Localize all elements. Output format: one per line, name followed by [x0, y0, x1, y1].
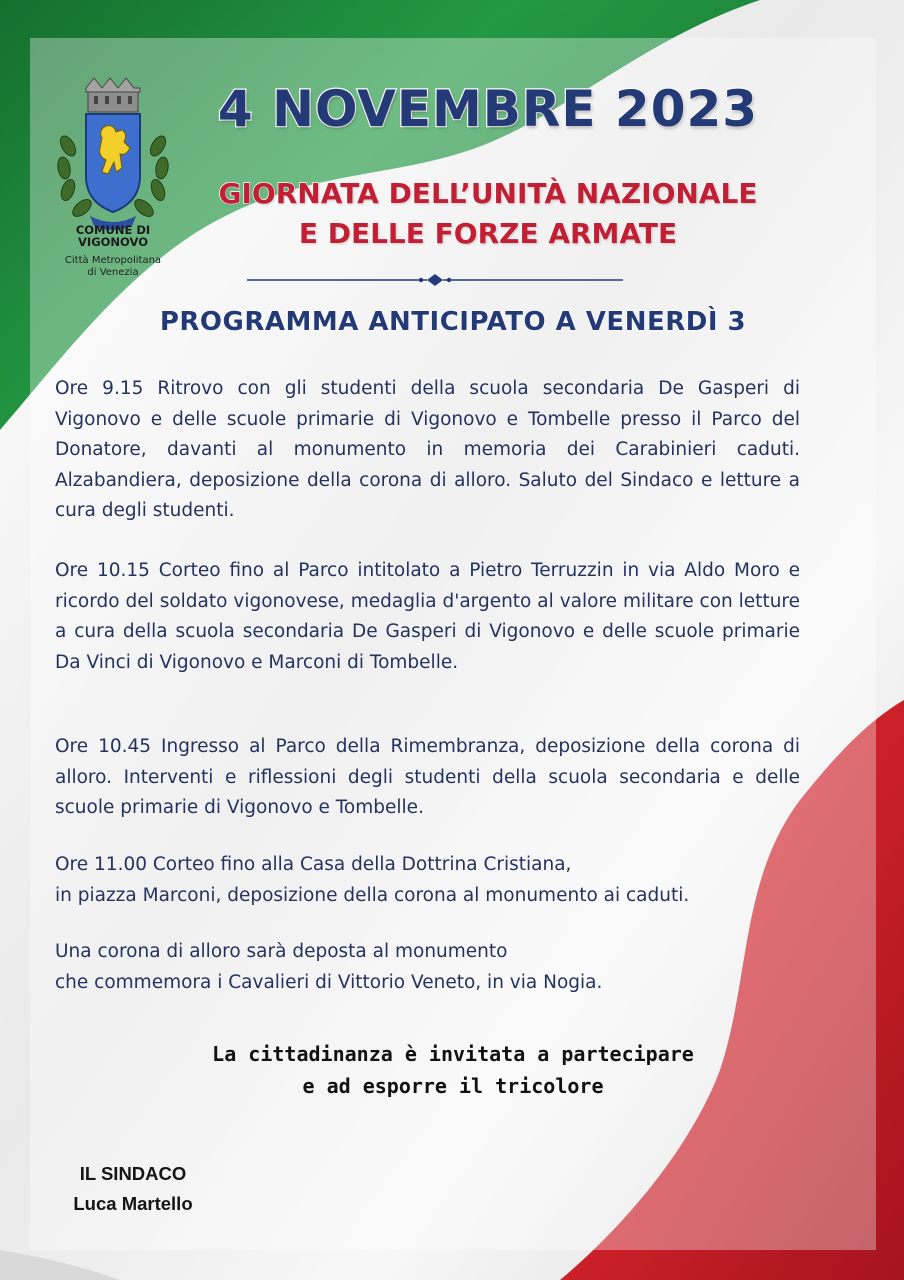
- invitation-text: La cittadinanza è invitata a partecipare e ad esporre il tricolore: [212, 1042, 694, 1098]
- page-subtitle: GIORNATA DELL’UNITÀ NAZIONALE E DELLE FORZE ARMATE: [218, 177, 758, 250]
- schedule-item: Ore 9.15 Ritrovo con gli studenti della scuola secondaria De Gasperi di Vigonovo e delle scuole primarie di Vigonovo e Tombelle presso il Parco del Donatore, davanti al monumento in memoria dei Carabinieri caduti. Alzabandiera, deposizione della corona di alloro. Saluto del Sindaco e letture a cura degli studenti.: [55, 378, 800, 521]
- schedule-item: Una corona di alloro sarà deposta al monumento che commemora i Cavalieri di Vittorio Veneto, in via Nogia.: [55, 941, 603, 993]
- municipality-region: Città Metropolitana di Venezia: [64, 255, 162, 278]
- page-title: 4 NOVEMBRE 2023: [217, 80, 759, 138]
- ornamental-divider: [247, 272, 623, 288]
- schedule-item: Ore 10.15 Corteo fino al Parco intitolato a Pietro Terruzzin in via Aldo Moro e ricordo del soldato vigonovese, medaglia d'argento al valore militare con letture a cura della scuola secondaria De Gasperi di Vigonovo e delle scuole primarie Da Vinci di Vigonovo e Marconi di Tombelle.: [55, 560, 800, 673]
- program-heading: PROGRAMMA ANTICIPATO A VENERDÌ 3: [159, 307, 747, 337]
- municipality-name: COMUNE DI VIGONOVO: [75, 223, 151, 249]
- schedule-item: Ore 11.00 Corteo fino alla Casa della Dottrina Cristiana, in piazza Marconi, deposizione della corona al monumento ai caduti.: [55, 854, 690, 906]
- municipal-crest-icon: [50, 76, 176, 232]
- signature-name: Luca Martello: [73, 1193, 193, 1214]
- signature-role: IL SINDACO: [79, 1163, 187, 1184]
- schedule-item: Ore 10.45 Ingresso al Parco della Rimembranza, deposizione della corona di alloro. Interventi e riflessioni degli studenti della scuola secondaria e delle scuole primarie di Vigonovo e Tombelle.: [55, 736, 800, 818]
